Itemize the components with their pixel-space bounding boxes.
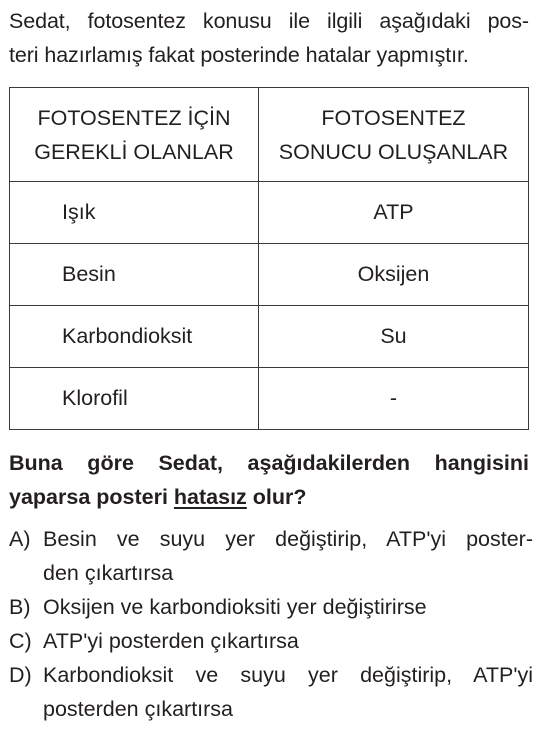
option-text-line-1: ATP'yi posterden çıkartırsa xyxy=(43,629,299,653)
option-b[interactable] xyxy=(9,590,533,624)
question-emphasis: hatasız xyxy=(173,485,247,509)
option-letter: D) xyxy=(9,663,32,687)
option-a[interactable] xyxy=(9,522,533,590)
question-line-2-end: olur? xyxy=(246,485,307,509)
option-text-line-2: posterden çıkartırsa xyxy=(43,697,234,721)
produced-cell: - xyxy=(259,368,529,430)
table-row xyxy=(10,306,529,368)
intro-line-1: Sedat, fotosentez konusu ile ilgili aşağıdaki pos- xyxy=(9,9,529,33)
produced-cell: ATP xyxy=(259,182,529,244)
required-cell: Klorofil xyxy=(10,368,259,430)
option-d[interactable] xyxy=(9,658,533,726)
header-produced xyxy=(259,88,529,182)
header-required-line-2: GEREKLİ OLANLAR xyxy=(34,139,234,164)
intro-paragraph xyxy=(9,4,529,72)
required-cell: Işık xyxy=(10,182,259,244)
option-text-line-2: den çıkartırsa xyxy=(43,561,174,585)
option-letter: B) xyxy=(9,595,31,619)
produced-cell: Su xyxy=(259,306,529,368)
option-c[interactable] xyxy=(9,624,533,658)
option-text-line-1: Oksijen ve karbondioksiti yer değiştirirse xyxy=(43,595,427,619)
poster-table xyxy=(9,87,529,430)
required-cell: Besin xyxy=(10,244,259,306)
table-row xyxy=(10,182,529,244)
option-text-line-1: Besin ve suyu yer değiştirip, ATP'yi poster- xyxy=(43,527,533,551)
header-produced-line-1: FOTOSENTEZ xyxy=(321,105,466,130)
option-letter: C) xyxy=(9,629,32,653)
table-row xyxy=(10,244,529,306)
poster-header-row xyxy=(10,88,529,182)
table-row xyxy=(10,368,529,430)
answer-options xyxy=(9,522,533,726)
question-text xyxy=(9,446,529,514)
produced-cell: Oksijen xyxy=(259,244,529,306)
header-required-line-1: FOTOSENTEZ İÇİN xyxy=(37,105,231,130)
question-line-2-start: yaparsa posteri xyxy=(9,485,174,509)
header-produced-line-2: SONUCU OLUŞANLAR xyxy=(278,139,509,164)
option-letter: A) xyxy=(9,527,31,551)
required-cell: Karbondioksit xyxy=(10,306,259,368)
question-line-2 xyxy=(9,480,529,514)
header-required xyxy=(10,88,259,182)
option-text-line-1: Karbondioksit ve suyu yer değiştirip, ATP'yi xyxy=(43,663,533,687)
intro-line-2: teri hazırlamış fakat posterinde hatalar yapmıştır. xyxy=(9,43,469,67)
question-line-1: Buna göre Sedat, aşağıdakilerden hangisini xyxy=(9,451,529,475)
